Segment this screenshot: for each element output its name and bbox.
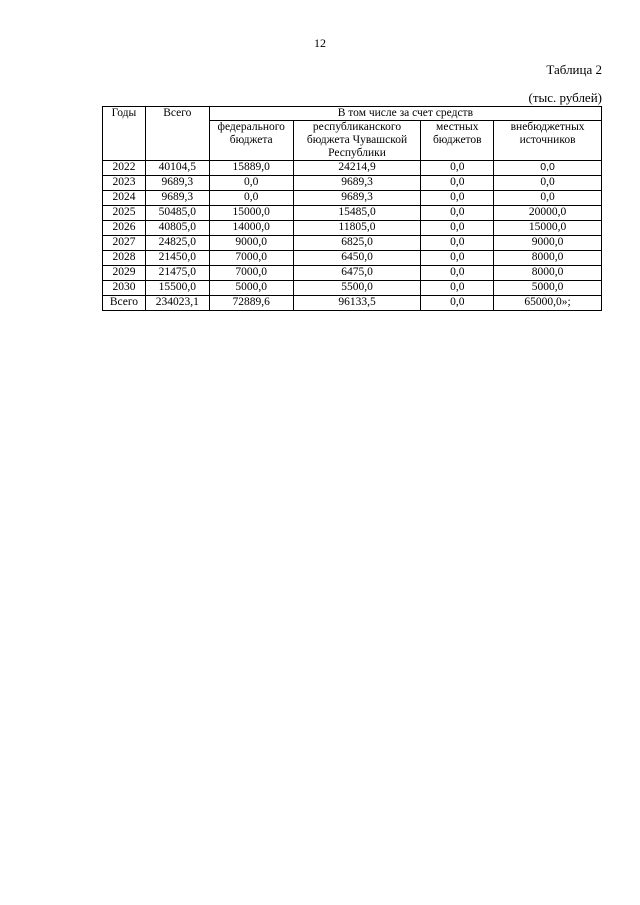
cell-total: 234023,1 xyxy=(145,296,209,311)
cell-federal: 72889,6 xyxy=(209,296,293,311)
header-group: В том числе за счет средств xyxy=(209,107,601,121)
cell-republic: 6475,0 xyxy=(293,266,421,281)
cell-total: 9689,3 xyxy=(145,191,209,206)
cell-republic: 11805,0 xyxy=(293,221,421,236)
cell-federal: 9000,0 xyxy=(209,236,293,251)
cell-republic: 24214,9 xyxy=(293,161,421,176)
cell-local: 0,0 xyxy=(421,251,494,266)
table-label: Таблица 2 xyxy=(546,62,602,77)
cell-republic: 96133,5 xyxy=(293,296,421,311)
cell-extra: 15000,0 xyxy=(494,221,602,236)
cell-local: 0,0 xyxy=(421,221,494,236)
cell-total: 21475,0 xyxy=(145,266,209,281)
header-total: Всего xyxy=(145,107,209,161)
table-row xyxy=(103,236,602,251)
cell-extra: 65000,0»; xyxy=(494,296,602,311)
table-row xyxy=(103,221,602,236)
cell-federal: 0,0 xyxy=(209,176,293,191)
header-federal: федерального бюджета xyxy=(209,121,293,161)
cell-total: 21450,0 xyxy=(145,251,209,266)
header-local: местных бюджетов xyxy=(421,121,494,161)
cell-total: 40805,0 xyxy=(145,221,209,236)
cell-year: 2022 xyxy=(103,161,146,176)
units-label: (тыс. рублей) xyxy=(528,90,602,105)
cell-federal: 14000,0 xyxy=(209,221,293,236)
cell-federal: 0,0 xyxy=(209,191,293,206)
cell-federal: 15000,0 xyxy=(209,206,293,221)
header-republic: республиканского бюджета Чувашской Республики xyxy=(293,121,421,161)
cell-republic: 5500,0 xyxy=(293,281,421,296)
cell-total: 24825,0 xyxy=(145,236,209,251)
cell-republic: 15485,0 xyxy=(293,206,421,221)
cell-extra: 20000,0 xyxy=(494,206,602,221)
cell-extra: 8000,0 xyxy=(494,266,602,281)
cell-local: 0,0 xyxy=(421,266,494,281)
budget-table xyxy=(102,106,602,311)
cell-local: 0,0 xyxy=(421,236,494,251)
cell-local: 0,0 xyxy=(421,161,494,176)
table-body xyxy=(103,161,602,311)
table-row xyxy=(103,266,602,281)
cell-federal: 7000,0 xyxy=(209,266,293,281)
cell-local: 0,0 xyxy=(421,176,494,191)
cell-extra: 8000,0 xyxy=(494,251,602,266)
cell-local: 0,0 xyxy=(421,206,494,221)
header-row xyxy=(103,107,602,121)
table-row xyxy=(103,281,602,296)
cell-total: 40104,5 xyxy=(145,161,209,176)
cell-year: 2027 xyxy=(103,236,146,251)
cell-total: 50485,0 xyxy=(145,206,209,221)
cell-extra: 0,0 xyxy=(494,176,602,191)
cell-extra: 0,0 xyxy=(494,191,602,206)
cell-total: 9689,3 xyxy=(145,176,209,191)
cell-total: 15500,0 xyxy=(145,281,209,296)
header-year: Годы xyxy=(103,107,146,161)
cell-year: 2026 xyxy=(103,221,146,236)
table-row-total xyxy=(103,296,602,311)
cell-year: 2030 xyxy=(103,281,146,296)
cell-extra: 5000,0 xyxy=(494,281,602,296)
cell-republic: 6825,0 xyxy=(293,236,421,251)
table-row xyxy=(103,161,602,176)
cell-republic: 9689,3 xyxy=(293,191,421,206)
cell-republic: 9689,3 xyxy=(293,176,421,191)
cell-federal: 7000,0 xyxy=(209,251,293,266)
cell-local: 0,0 xyxy=(421,281,494,296)
page-number: 12 xyxy=(314,36,326,50)
table-row xyxy=(103,251,602,266)
cell-local: 0,0 xyxy=(421,296,494,311)
cell-year: Всего xyxy=(103,296,146,311)
cell-year: 2029 xyxy=(103,266,146,281)
table-row xyxy=(103,191,602,206)
cell-year: 2028 xyxy=(103,251,146,266)
cell-year: 2025 xyxy=(103,206,146,221)
header-extra: внебюджетных источников xyxy=(494,121,602,161)
cell-year: 2023 xyxy=(103,176,146,191)
cell-federal: 5000,0 xyxy=(209,281,293,296)
cell-extra: 0,0 xyxy=(494,161,602,176)
table-row xyxy=(103,176,602,191)
table-header xyxy=(103,107,602,161)
table-row xyxy=(103,206,602,221)
cell-year: 2024 xyxy=(103,191,146,206)
cell-federal: 15889,0 xyxy=(209,161,293,176)
cell-local: 0,0 xyxy=(421,191,494,206)
cell-extra: 9000,0 xyxy=(494,236,602,251)
cell-republic: 6450,0 xyxy=(293,251,421,266)
